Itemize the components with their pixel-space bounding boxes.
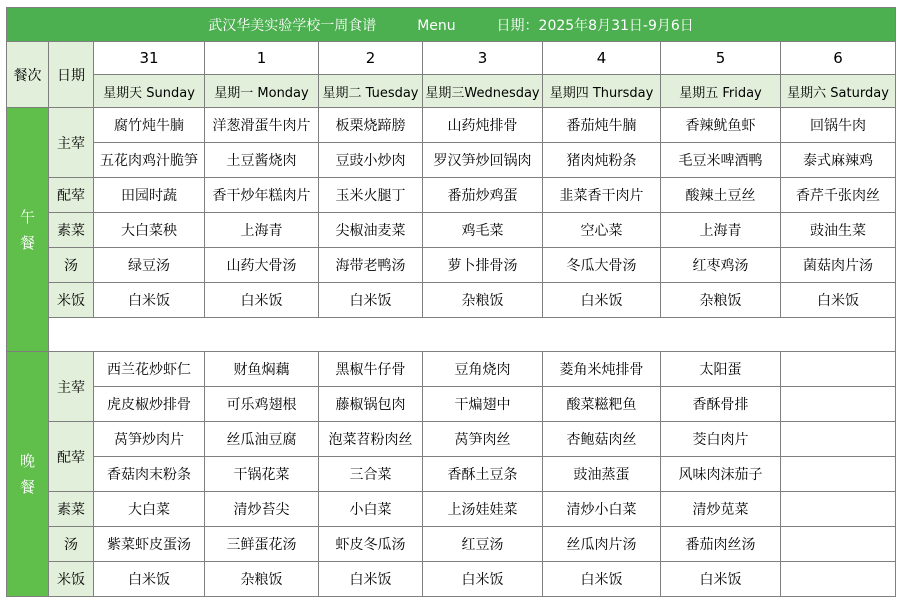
- lunch-category-main: 主荤: [49, 108, 94, 178]
- dinner-category-rice: 米饭: [49, 562, 94, 597]
- dish-cell: 番茄肉丝汤: [661, 527, 781, 562]
- dinner-soup-row: [7, 527, 896, 562]
- dinner-main-row-1: [7, 352, 896, 387]
- dish-cell: 豆角烧肉: [423, 352, 543, 387]
- dish-cell: 泡菜苕粉肉丝: [319, 422, 423, 457]
- dish-cell: 腐竹炖牛腩: [94, 108, 205, 143]
- dish-cell: 清炒苔尖: [205, 492, 319, 527]
- dish-cell: 干煸翅中: [423, 387, 543, 422]
- dish-cell: 干锅花菜: [205, 457, 319, 492]
- dinner-side-row-1: [7, 422, 896, 457]
- dish-cell: 清炒苋菜: [661, 492, 781, 527]
- dinner-category-soup: 汤: [49, 527, 94, 562]
- dish-cell: 田园时蔬: [94, 178, 205, 213]
- meal-separator-row: [7, 318, 896, 352]
- dish-cell: 香酥土豆条: [423, 457, 543, 492]
- dish-cell: 回锅牛肉: [781, 108, 896, 143]
- lunch-category-veg: 素菜: [49, 213, 94, 248]
- dinner-label-char-1: 晚: [19, 452, 35, 470]
- dish-cell: 风味肉沫茄子: [661, 457, 781, 492]
- dish-cell: 白米饭: [543, 562, 661, 597]
- date-range: 日期：2025年8月31日-9月6日: [496, 17, 694, 34]
- dish-cell: 绿豆汤: [94, 248, 205, 283]
- school-title: 武汉华美实验学校一周食谱: [208, 17, 377, 34]
- date-number-row: [7, 42, 896, 75]
- dish-cell: 豉油生菜: [781, 213, 896, 248]
- dish-cell: 白米饭: [781, 283, 896, 318]
- weekday-row: [7, 75, 896, 108]
- date-number: 4: [543, 42, 661, 75]
- dish-cell: 萝卜排骨汤: [423, 248, 543, 283]
- dish-cell: [781, 527, 896, 562]
- dish-cell: 酸辣土豆丝: [661, 178, 781, 213]
- dish-cell: 虎皮椒炒排骨: [94, 387, 205, 422]
- dish-cell: 山药炖排骨: [423, 108, 543, 143]
- weekday-label: 星期五 Friday: [661, 75, 781, 108]
- dish-cell: [781, 492, 896, 527]
- lunch-soup-row: [7, 248, 896, 283]
- dish-cell: [781, 562, 896, 597]
- dish-cell: 红豆汤: [423, 527, 543, 562]
- lunch-category-soup: 汤: [49, 248, 94, 283]
- lunch-side-row: [7, 178, 896, 213]
- dish-cell: 白米饭: [205, 283, 319, 318]
- dish-cell: 罗汉笋炒回锅肉: [423, 143, 543, 178]
- dish-cell: 香酥骨排: [661, 387, 781, 422]
- dish-cell: 杂粮饭: [423, 283, 543, 318]
- dish-cell: 莴笋炒肉片: [94, 422, 205, 457]
- dish-cell: 虾皮冬瓜汤: [319, 527, 423, 562]
- lunch-meal-label: [7, 108, 49, 352]
- dish-cell: 韭菜香干肉片: [543, 178, 661, 213]
- dish-cell: 大白菜: [94, 492, 205, 527]
- dish-cell: 玉米火腿丁: [319, 178, 423, 213]
- dish-cell: 土豆酱烧肉: [205, 143, 319, 178]
- dish-cell: [781, 457, 896, 492]
- dish-cell: 太阳蛋: [661, 352, 781, 387]
- dinner-main-row-2: [7, 387, 896, 422]
- dish-cell: 毛豆米啤酒鸭: [661, 143, 781, 178]
- lunch-main-row-1: [7, 108, 896, 143]
- menu-title: [7, 8, 896, 42]
- dish-cell: 山药大骨汤: [205, 248, 319, 283]
- date-column-header: 日期: [49, 42, 94, 108]
- lunch-category-side: 配荤: [49, 178, 94, 213]
- dish-cell: 五花肉鸡汁脆笋: [94, 143, 205, 178]
- dish-cell: 香干炒年糕肉片: [205, 178, 319, 213]
- dish-cell: 黑椒牛仔骨: [319, 352, 423, 387]
- dish-cell: 白米饭: [319, 283, 423, 318]
- dish-cell: 莴笋肉丝: [423, 422, 543, 457]
- dinner-rice-row: [7, 562, 896, 597]
- weekday-label: 星期六 Saturday: [781, 75, 896, 108]
- weekly-menu-table: [6, 7, 896, 597]
- dish-cell: 丝瓜肉片汤: [543, 527, 661, 562]
- date-number: 5: [661, 42, 781, 75]
- dinner-category-side: 配荤: [49, 422, 94, 492]
- menu-word: Menu: [417, 17, 456, 34]
- weekday-label: 星期一 Monday: [205, 75, 319, 108]
- dish-cell: 番茄炒鸡蛋: [423, 178, 543, 213]
- title-row: [7, 8, 896, 42]
- dinner-side-row-2: [7, 457, 896, 492]
- weekday-label: 星期三Wednesday: [423, 75, 543, 108]
- dish-cell: 洋葱滑蛋牛肉片: [205, 108, 319, 143]
- dish-cell: 海带老鸭汤: [319, 248, 423, 283]
- dish-cell: 可乐鸡翅根: [205, 387, 319, 422]
- dish-cell: 上汤娃娃菜: [423, 492, 543, 527]
- dish-cell: 丝瓜油豆腐: [205, 422, 319, 457]
- date-number: 1: [205, 42, 319, 75]
- lunch-rice-row: [7, 283, 896, 318]
- dish-cell: 西兰花炒虾仁: [94, 352, 205, 387]
- dish-cell: 财鱼焖藕: [205, 352, 319, 387]
- lunch-main-row-2: [7, 143, 896, 178]
- dish-cell: 猪肉炖粉条: [543, 143, 661, 178]
- meal-separator: [49, 318, 896, 352]
- dish-cell: 白米饭: [543, 283, 661, 318]
- dish-cell: 上海青: [205, 213, 319, 248]
- dish-cell: 酸菜糍粑鱼: [543, 387, 661, 422]
- dish-cell: [781, 387, 896, 422]
- dish-cell: 大白菜秧: [94, 213, 205, 248]
- dish-cell: 香辣鱿鱼虾: [661, 108, 781, 143]
- dish-cell: 菱角米炖排骨: [543, 352, 661, 387]
- lunch-category-rice: 米饭: [49, 283, 94, 318]
- dish-cell: 泰式麻辣鸡: [781, 143, 896, 178]
- dish-cell: 红枣鸡汤: [661, 248, 781, 283]
- dish-cell: 白米饭: [661, 562, 781, 597]
- dish-cell: 尖椒油麦菜: [319, 213, 423, 248]
- lunch-label-char-2: 餐: [19, 233, 35, 252]
- date-number: 31: [94, 42, 205, 75]
- dish-cell: 空心菜: [543, 213, 661, 248]
- dish-cell: 三鲜蛋花汤: [205, 527, 319, 562]
- dish-cell: 上海青: [661, 213, 781, 248]
- dish-cell: 菌菇肉片汤: [781, 248, 896, 283]
- dish-cell: 豉油蒸蛋: [543, 457, 661, 492]
- dish-cell: 白米饭: [319, 562, 423, 597]
- dish-cell: 小白菜: [319, 492, 423, 527]
- date-number: 2: [319, 42, 423, 75]
- dinner-veg-row: [7, 492, 896, 527]
- dish-cell: [781, 422, 896, 457]
- dish-cell: 豆豉小炒肉: [319, 143, 423, 178]
- dish-cell: 白米饭: [94, 562, 205, 597]
- date-number: 3: [423, 42, 543, 75]
- lunch-veg-row: [7, 213, 896, 248]
- dish-cell: 白米饭: [423, 562, 543, 597]
- dinner-meal-label: [7, 352, 49, 597]
- dish-cell: 板栗烧蹄膀: [319, 108, 423, 143]
- dish-cell: 冬瓜大骨汤: [543, 248, 661, 283]
- dish-cell: 番茄炖牛腩: [543, 108, 661, 143]
- meal-column-header: 餐次: [7, 42, 49, 108]
- dish-cell: 茭白肉片: [661, 422, 781, 457]
- date-number: 6: [781, 42, 896, 75]
- dish-cell: 清炒小白菜: [543, 492, 661, 527]
- dish-cell: 藤椒锅包肉: [319, 387, 423, 422]
- weekday-label: 星期天 Sunday: [94, 75, 205, 108]
- dish-cell: 香菇肉末粉条: [94, 457, 205, 492]
- dinner-category-main: 主荤: [49, 352, 94, 422]
- dish-cell: 杏鲍菇肉丝: [543, 422, 661, 457]
- dinner-label-char-2: 餐: [19, 478, 35, 496]
- lunch-label-char-1: 午: [19, 207, 35, 226]
- weekday-label: 星期二 Tuesday: [319, 75, 423, 108]
- dish-cell: 香芹千张肉丝: [781, 178, 896, 213]
- dish-cell: 杂粮饭: [661, 283, 781, 318]
- dish-cell: 紫菜虾皮蛋汤: [94, 527, 205, 562]
- dish-cell: [781, 352, 896, 387]
- dish-cell: 三合菜: [319, 457, 423, 492]
- dinner-category-veg: 素菜: [49, 492, 94, 527]
- dish-cell: 白米饭: [94, 283, 205, 318]
- weekday-label: 星期四 Thursday: [543, 75, 661, 108]
- dish-cell: 杂粮饭: [205, 562, 319, 597]
- dish-cell: 鸡毛菜: [423, 213, 543, 248]
